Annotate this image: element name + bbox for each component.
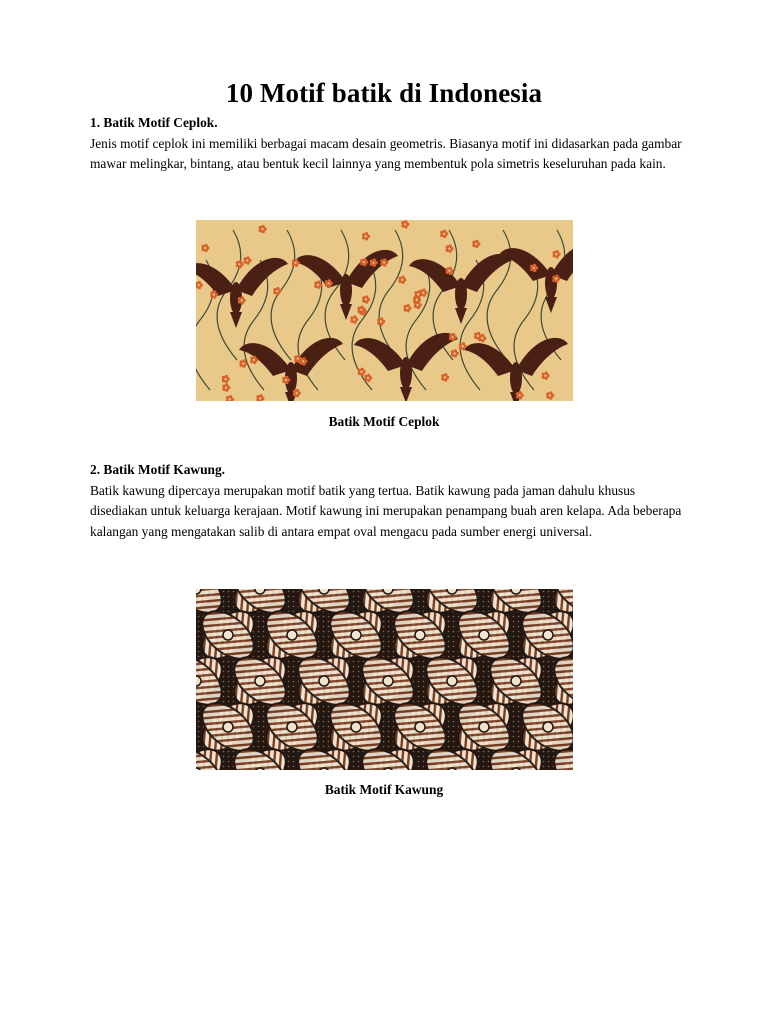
page-title: 10 Motif batik di Indonesia: [225, 78, 543, 108]
section-body: Jenis motif ceplok ini memiliki berbagai macam desain geometris. Biasanya motif ini didasarkan pada gambar mawar melingkar, bintang, atau bentuk kecil lainnya yang membentuk pola simetris keseluruhan pada kain.: [90, 135, 682, 172]
section-heading: 2. Batik Motif Kawung.: [90, 462, 226, 477]
figure-caption: Batik Motif Ceplok: [328, 414, 440, 429]
figure-caption: Batik Motif Kawung: [324, 782, 444, 797]
section-body: Batik kawung dipercaya merupakan motif batik yang tertua. Batik kawung pada jaman dahulu khusus disediakan untuk keluarga kerajaan. Motif kawung ini merupakan penampang buah aren kelapa. Ada beberapa kalangan yang mengatakan salib di antara empat oval mengacu pada sumber energi universal.: [90, 482, 682, 539]
section-heading: 1. Batik Motif Ceplok.: [90, 115, 218, 130]
section-ceplok: [90, 113, 690, 175]
kawung-image: [196, 589, 573, 770]
ceplok-image: [196, 220, 573, 401]
section-kawung: [90, 460, 690, 542]
